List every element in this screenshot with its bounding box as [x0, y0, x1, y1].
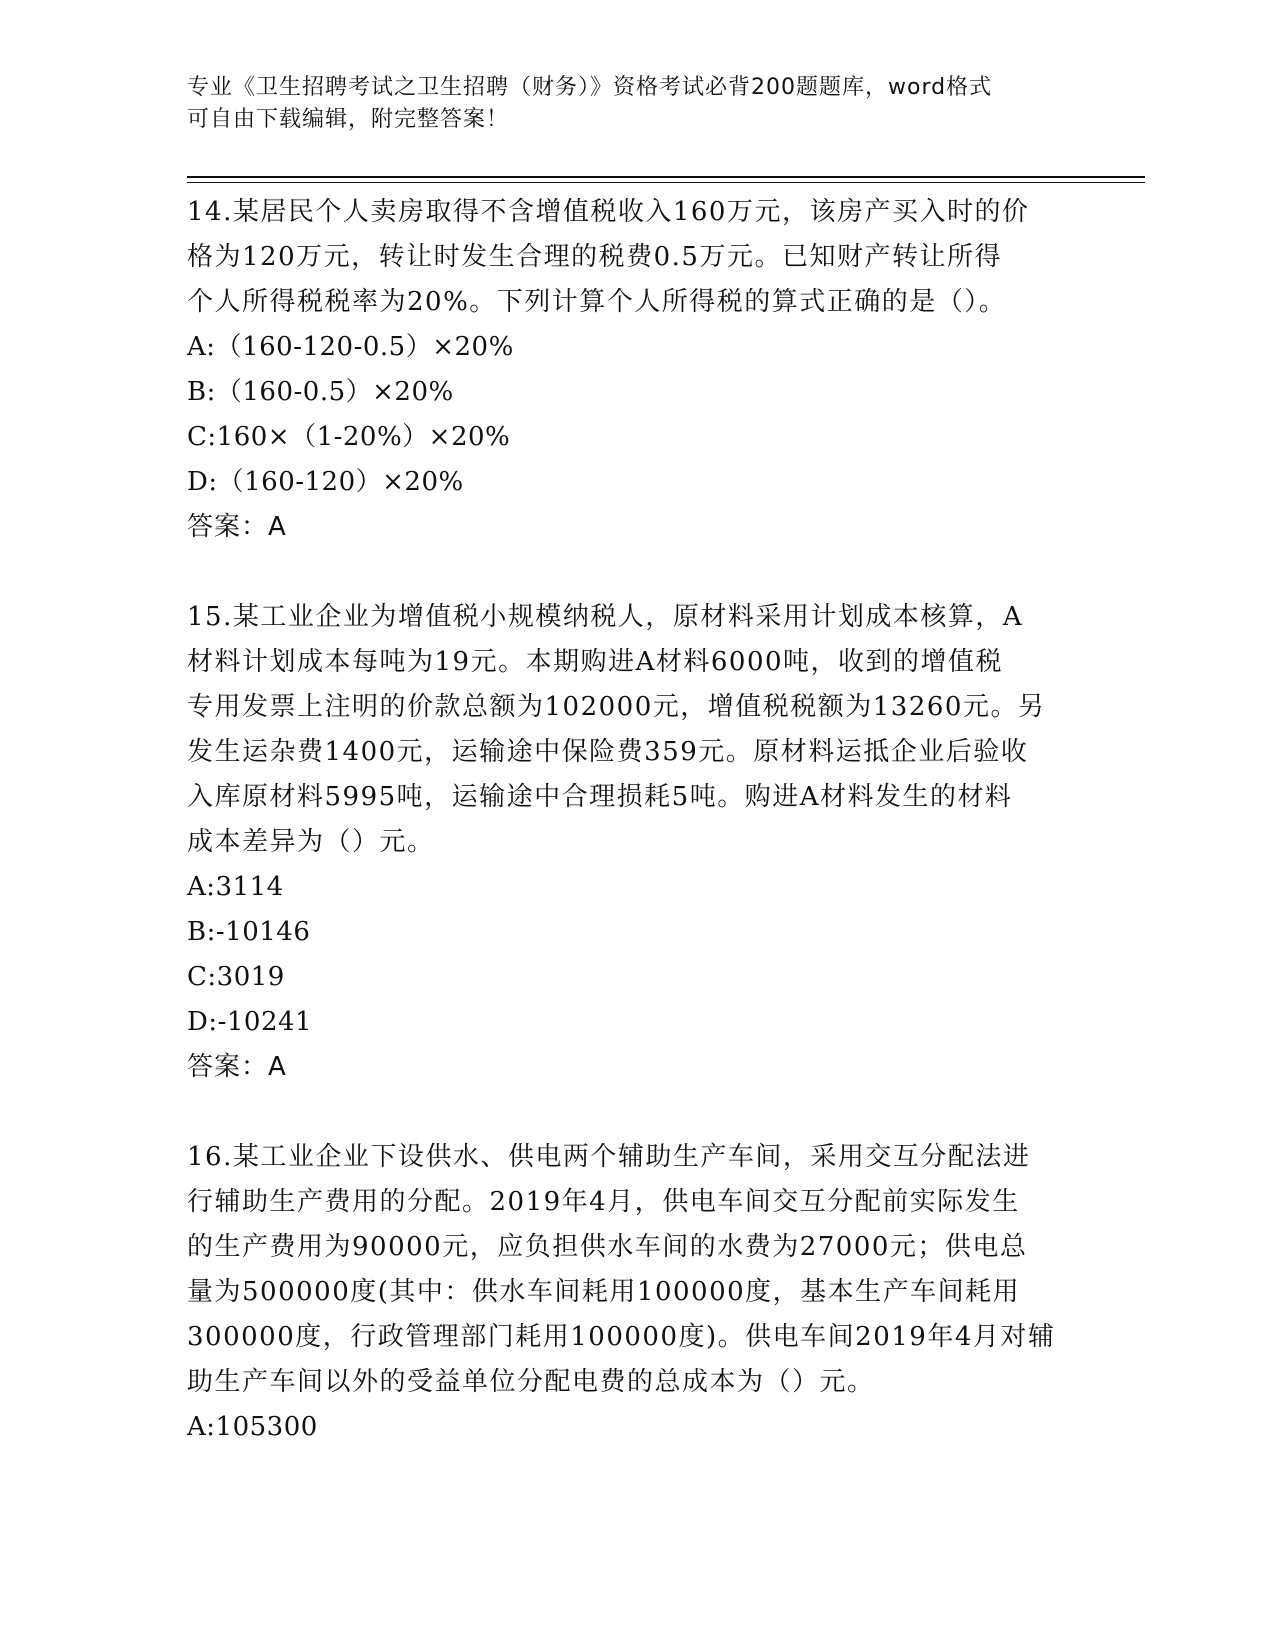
option-b: B:-10146 — [187, 917, 311, 947]
header-line-1: 专业《卫生招聘考试之卫生招聘（财务）》资格考试必背200题题库，word格式 — [187, 75, 993, 100]
answer: 答案：A — [187, 512, 287, 542]
header-divider-thick — [187, 176, 1145, 178]
question-stem — [187, 1135, 1067, 1405]
option-d: D:-10241 — [187, 1007, 313, 1037]
stem-line: 量为500000度(其中：供水车间耗用100000度，基本生产车间耗用 — [187, 1277, 1021, 1307]
stem-line: 材料计划成本每吨为19元。本期购进A材料6000吨，收到的增值税 — [187, 647, 1004, 677]
option-b: B:（160-0.5）×20% — [187, 377, 454, 407]
stem-line: 行辅助生产费用的分配。2019年4月，供电车间交互分配前实际发生 — [187, 1187, 1020, 1217]
stem-line: 专用发票上注明的价款总额为102000元，增值税税额为13260元。另 — [187, 692, 1046, 722]
stem-line: 14.某居民个人卖房取得不含增值税收入160万元，该房产买入时的价 — [187, 197, 1030, 227]
option-d: D:（160-120）×20% — [187, 467, 464, 497]
stem-line: 发生运杂费1400元，运输途中保险费359元。原材料运抵企业后验收 — [187, 737, 1029, 767]
stem-line: 成本差异为（）元。 — [187, 827, 435, 857]
question-15 — [187, 595, 1067, 1090]
option-a: A:3114 — [187, 872, 284, 902]
question-14 — [187, 190, 1067, 550]
option-c: C:160×（1-20%）×20% — [187, 422, 511, 452]
stem-line: 15.某工业企业为增值税小规模纳税人，原材料采用计划成本核算，A — [187, 602, 1024, 632]
answer: 答案：A — [187, 1052, 287, 1082]
stem-line: 的生产费用为90000元，应负担供水车间的水费为27000元；供电总 — [187, 1232, 1028, 1262]
stem-line: 格为120万元，转让时发生合理的税费0.5万元。已知财产转让所得 — [187, 242, 1002, 272]
page-header — [187, 72, 1067, 136]
question-stem — [187, 595, 1067, 865]
stem-line: 300000度，行政管理部门耗用100000度)。供电车间2019年4月对辅 — [187, 1322, 1056, 1352]
stem-line: 入库原材料5995吨，运输途中合理损耗5吨。购进A材料发生的材料 — [187, 782, 1013, 812]
question-16 — [187, 1135, 1067, 1450]
option-a: A:105300 — [187, 1412, 318, 1442]
stem-line: 16.某工业企业下设供水、供电两个辅助生产车间，采用交互分配法进 — [187, 1142, 1031, 1172]
question-list — [187, 190, 1067, 1495]
option-a: A:（160-120-0.5）×20% — [187, 332, 514, 362]
header-divider-thin — [187, 182, 1145, 183]
header-line-2: 可自由下载编辑，附完整答案！ — [187, 107, 510, 132]
question-stem — [187, 190, 1067, 325]
option-c: C:3019 — [187, 962, 285, 992]
stem-line: 助生产车间以外的受益单位分配电费的总成本为（）元。 — [187, 1367, 875, 1397]
stem-line: 个人所得税税率为20%。下列计算个人所得税的算式正确的是（）。 — [187, 287, 1007, 317]
